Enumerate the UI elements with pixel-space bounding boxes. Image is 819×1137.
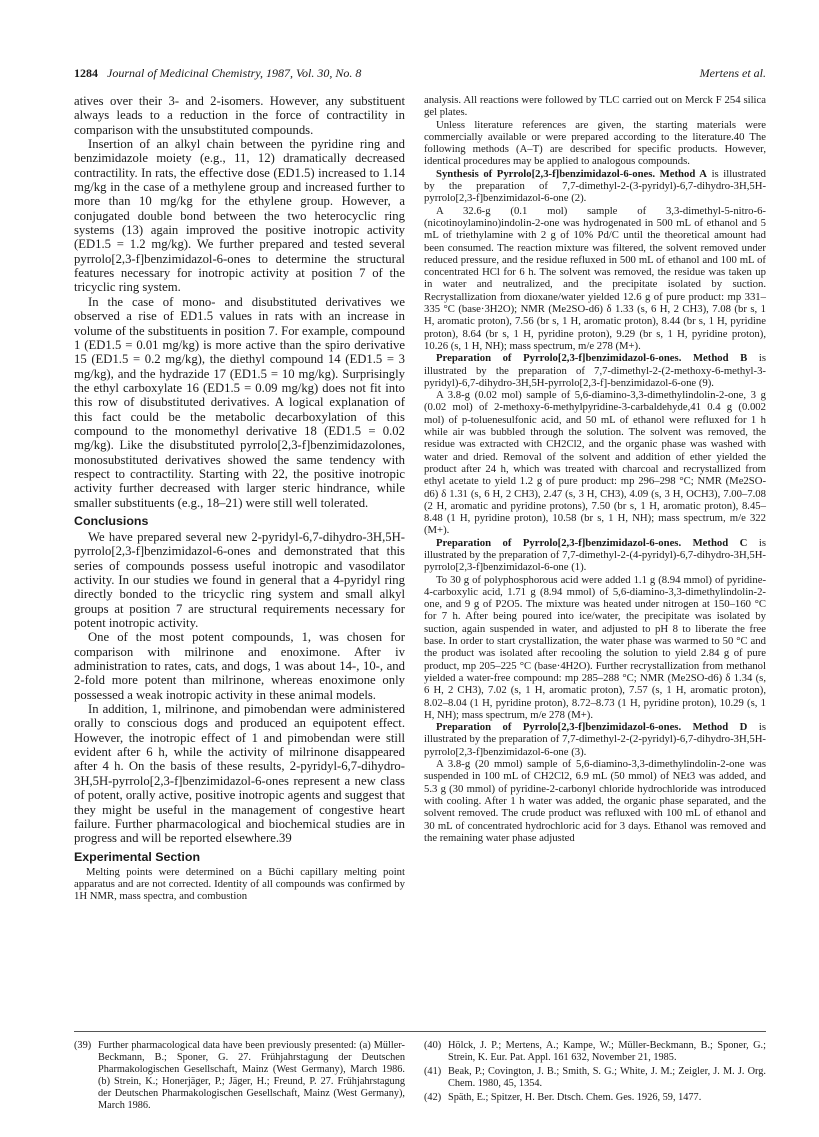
footnote [424, 1092, 766, 1104]
paragraph: Insertion of an alkyl chain between the pyridine ring and benzimidazole moiety (e.g., 11, 12) dramatically decreased contractility. In rats, the effective dose (ED1.5) increased to 1.14 mg/kg in the case of a methylene group and increased further to more than 10 mg/kg for the ethylene group. However, a conjugated double bond between the two heterocyclic ring systems (13) again improved the positive inotropic activity (ED1.5 = 1.2 mg/kg). We further prepared and tested several pyrrolo[2,3-f]benzimidazol-6-ones to determine the structural features necessary for inotropic activity at position 7 of the tricyclic ring system. [74, 137, 405, 295]
footnote-text: Beak, P.; Covington, J. B.; Smith, S. G.; White, J. M.; Zeigler, J. M. J. Org. Chem. 1980, 45, 1354. [448, 1065, 766, 1089]
footnote-number: (41) [424, 1065, 442, 1077]
paragraph: Unless literature references are given, the starting materials were commercially available or were prepared according to the literature.40 The following methods (A–T) are described for specific products. However, identical procedures may be applied to analogous compounds. [424, 118, 766, 168]
section-heading-experimental: Experimental Section [74, 849, 201, 864]
method-c-paragraph [424, 537, 766, 574]
paragraph: analysis. All reactions were followed by TLC carried out on Merck F 254 silica gel plates. [424, 94, 766, 119]
page-number: 1284 [74, 66, 98, 80]
footnote-number: (39) [74, 1040, 92, 1051]
method-b-paragraph [424, 352, 766, 389]
method-b-heading: Preparation of Pyrrolo[2,3-f]benzimidazol-6-ones. Method B [436, 352, 748, 365]
footnote [424, 1066, 766, 1090]
paragraph: Melting points were determined on a Büchi capillary melting point apparatus and are not corrected. Identity of all compounds was confirmed by 1H NMR, mass spectra, and combustion [74, 865, 405, 903]
method-c-text: is illustrated by the preparation of 7,7-dimethyl-2-(4-pyridyl)-6,7-dihydro-3H,5H-pyrrolo[2,3-f]benzimidazol-6-one (1). [424, 536, 767, 574]
right-column [424, 94, 766, 844]
method-d-text: is illustrated by the preparation of 7,7-dimethyl-2-(2-pyridyl)-6,7-dihydro-3H,5H-pyrrolo[2,3-f]benzimidazol-6-one (3). [424, 721, 767, 758]
paragraph: We have prepared several new 2-pyridyl-6,7-dihydro-3H,5H-pyrrolo[2,3-f]benzimidazol-6-ones and demonstrated that this series of compounds possess useful inotropic and vasodilator activity. In our studies we found in general that a 4-pyridyl ring directly bonded to the tricyclic ring system and small alkyl groups at position 7 are structural requirements necessary for potent inotropic activity. [74, 529, 405, 631]
method-d-paragraph [424, 721, 766, 758]
paragraph: A 3.8-g (20 mmol) sample of 5,6-diamino-3,3-dimethylindolin-2-one was suspended in 100 mL of CH2Cl2, 6.9 mL (50 mmol) of NEt3 was added, and 5.3 g (30 mmol) of pyridine-2-carbonyl chloride hydrochloride was introduced with cooling. After 1 h water was added, the organic phase separated, and the solvent removed. The crude product was refluxed with 100 mL of ethanol and 30 mL of concentrated hydrochloric acid for 3 days. Ethanol was removed and the remaining water phase adjusted [424, 758, 766, 844]
method-d-heading: Preparation of Pyrrolo[2,3-f]benzimidazol-6-ones. Method D [436, 721, 748, 734]
paragraph: One of the most potent compounds, 1, was chosen for comparison with milrinone and enoximone. After iv administration to rates, cats, and dogs, 1 was about 14-, 10-, and 2-fold more potent than milrinone, whereas enoximone only possessed a weak inotropic activity in these animal models. [74, 630, 405, 702]
running-header [74, 66, 766, 82]
paragraph: In the case of mono- and disubstituted derivatives we observed a rise of ED1.5 values in rats with an increase in volume of the substituents in position 7. For example, compound 1 (ED1.5 = 0.01 mg/kg) is more active than the spiro derivative 15 (ED1.5 = 0.2 mg/kg), the diethyl compound 14 (ED1.5 = 3 mg/kg), and the hydrazide 17 (ED1.5 = 10 mg/kg). Surprisingly the ethyl carboxylate 16 (ED1.5 = 0.09 mg/kg) does not fit into this row of disubstituted derivatives. A logical explanation of this fact could be the metabolic decarboxylation of this compound to the monomethyl derivative 18 (ED1.5 = 0.02 mg/kg). Like the disubstituted pyrrolo[2,3-f]benzimidazolones, monosubstituted derivatives showed the same tendency with respect to contractility. Starting with 22, the positive inotropic activity further decreased with larger steric hindrance, while smaller substituents (e.g., 18–21) were still well tolerated. [74, 294, 405, 510]
footnote-text: Hölck, J. P.; Mertens, A.; Kampe, W.; Müller-Beckmann, B.; Sponer, G.; Strein, K. Eur. Pat. Appl. 161 632, November 21, 1985. [448, 1040, 766, 1063]
footnote [74, 1040, 405, 1111]
paragraph: atives over their 3- and 2-isomers. However, any substituent always leads to a reduction in the force of contractility in comparison with the unsubstituted compounds. [74, 94, 405, 137]
journal-citation: Journal of Medicinal Chemistry, 1987, Vol. 30, No. 8 [107, 66, 362, 80]
method-a-text: is illustrated by the preparation of 7,7-dimethyl-2-(3-pyridyl)-6,7-dihydro-3H,5H-pyrrolo[2,3-f]benzimidazol-6-one (2). [424, 167, 766, 205]
paragraph: A 32.6-g (0.1 mol) sample of 3,3-dimethyl-5-nitro-6-(nicotinoylamino)indolin-2-one was hydrogenated in 500 mL of ethanol and 5 mL of triethylamine with 2 g of 10% Pd/C until the theoretical amount had been consumed. The reaction mixture was filtered, the solvent removed under reduced pressure, and the residue refluxed in 500 mL of ethanol and 100 mL of concentrated HCl for 6 h. The solvent was removed, the residue was taken up in water and neutralized, and the precipitate isolated by suction. Recrystallization from dioxane/water yielded 12.6 g of pure product: mp 331–335 °C (base·3H2O); NMR (Me2SO-d6) δ 1.33 (s, 6 H, 2 CH3), 7.08 (br s, 1 H, aromatic proton), 7.56 (br s, 1 H, aromatic proton), 8.44 (br s, 1 H, pyridine proton), 8.64 (br s, 1 H, pyridine proton), 9.29 (br s, 1 H, pyridine proton), 10.26 (s, 1 H, NH); mass spectrum, m/e 278 (M+). [424, 204, 766, 352]
footnote-number: (42) [424, 1091, 442, 1103]
running-authors: Mertens et al. [699, 66, 766, 80]
paragraph: To 30 g of polyphosphorous acid were added 1.1 g (8.94 mmol) of pyridine-4-carboxylic acid, 1.71 g (8.94 mmol) of 5,6-diamino-3,3-dimethylindolin-2-one, and 9 g of P2O5. The mixture was heated under nitrogen at 150–160 °C for 7 h. After being poured into ice/water, the precipitate was isolated by suction, again suspended in water, and adjusted to pH 8 to liberate the free base. In order to start crystallization, the water phase was warmed to 50 °C and the product was isolated after recooling the solution to yield 2.84 g of pure product, mp 205–225 °C (base·4H2O). Further recrystallization from methanol yielded a water-free compound: mp 285–288 °C; NMR (Me2SO-d6) δ 1.34 (s, 6 H, 2 CH3), 7.02 (s, 1 H, aromatic proton), 7.57 (s, 1 H, aromatic proton), 8.02–8.04 (1 H, pyridine proton), 8.72–8.73 (1 H, pyridine proton), 10.29 (s, 1 H, NH); mass spectrum, m/e 278 (M+). [424, 573, 766, 721]
left-column [74, 94, 405, 902]
footnote [424, 1040, 766, 1064]
method-b-text: is illustrated by the preparation of 7,7-dimethyl-2-(2-methoxy-6-methyl-3-pyridyl)-6,7-dihydro-3H,5H-pyrrolo[2,3-f]-benzimidazol-6-one (9). [424, 352, 766, 389]
method-a-paragraph [424, 168, 766, 205]
footnote-number: (40) [424, 1040, 442, 1051]
method-a-heading: Synthesis of Pyrrolo[2,3-f]benzimidazol-6-ones. Method A [436, 167, 707, 180]
paragraph: A 3.8-g (0.02 mol) sample of 5,6-diamino-3,3-dimethylindolin-2-one, 3 g (0.02 mol) of 2-methoxy-6-methylpyridine-3-carbaldehyde,41 0.4 g (0.002 mol) of p-toluenesulfonic acid, and 50 mL of ethanol were refluxed for 1 h while air was bubbled through the solution. The solvent was removed, the residue was extracted with CH2Cl2, and the organic phase was washed with water and dried. Removal of the solvent and addition of ether yielded the product after 24 h, which was treated with charcoal and recrystallized from ethyl acetate to yield 1.2 g of pure product: mp 296–298 °C; NMR (Me2SO-d6) δ 1.31 (s, 6 H, 2 CH3), 2.47 (s, 3 H, CH3), 4.09 (s, 3 H, OCH3), 7.00–7.08 (2 H, aromatic and pyridine protons), 7.50 (br s, 1 H, aromatic proton), 8.45–8.48 (1 H, pyridine proton), 10.58 (br s, 1 H, NH); mass spectrum, m/e 322 (M+). [424, 389, 766, 537]
footnotes-right [424, 1040, 766, 1106]
method-c-heading: Preparation of Pyrrolo[2,3-f]benzimidazol-6-ones. Method C [436, 536, 748, 549]
footnote-text: Späth, E.; Spitzer, H. Ber. Dtsch. Chem. Ges. 1926, 59, 1477. [448, 1091, 702, 1103]
footnote-divider [74, 1031, 766, 1032]
footnotes-left [74, 1040, 405, 1113]
paragraph: In addition, 1, milrinone, and pimobendan were administered orally to conscious dogs and produced an equipotent effect. However, the inotropic effect of 1 and pimobendan were still evident after 6 h, while the activity of milrinone disappeared after 4 h. On the basis of these results, 2-pyridyl-6,7-dihydro-3H,5H-pyrrolo[2,3-f]benzimidazol-6-ones represent a new class of potent, orally active, positive inotropic agents and suggest that they might be useful in the management of congestive heart failure. Further pharmacological and biochemical studies are in progress and will be reported elsewhere.39 [74, 702, 405, 846]
section-heading-conclusions: Conclusions [74, 513, 149, 528]
footnote-text: Further pharmacological data have been previously presented: (a) Müller-Beckmann, B.; Sponer, G. 27. Frühjahrstagung der Deutschen Pharmakologischen Gesellschaft, Mainz (West Germany), March 1986. (b) Strein, K.; Honerjäger, P.; Jäger, H.; Freund, P. 27. Frühjahrstagung der Deutschen Pharmakologischen Gesellschaft, Mainz (West Germany), March 1986. [98, 1040, 405, 1111]
